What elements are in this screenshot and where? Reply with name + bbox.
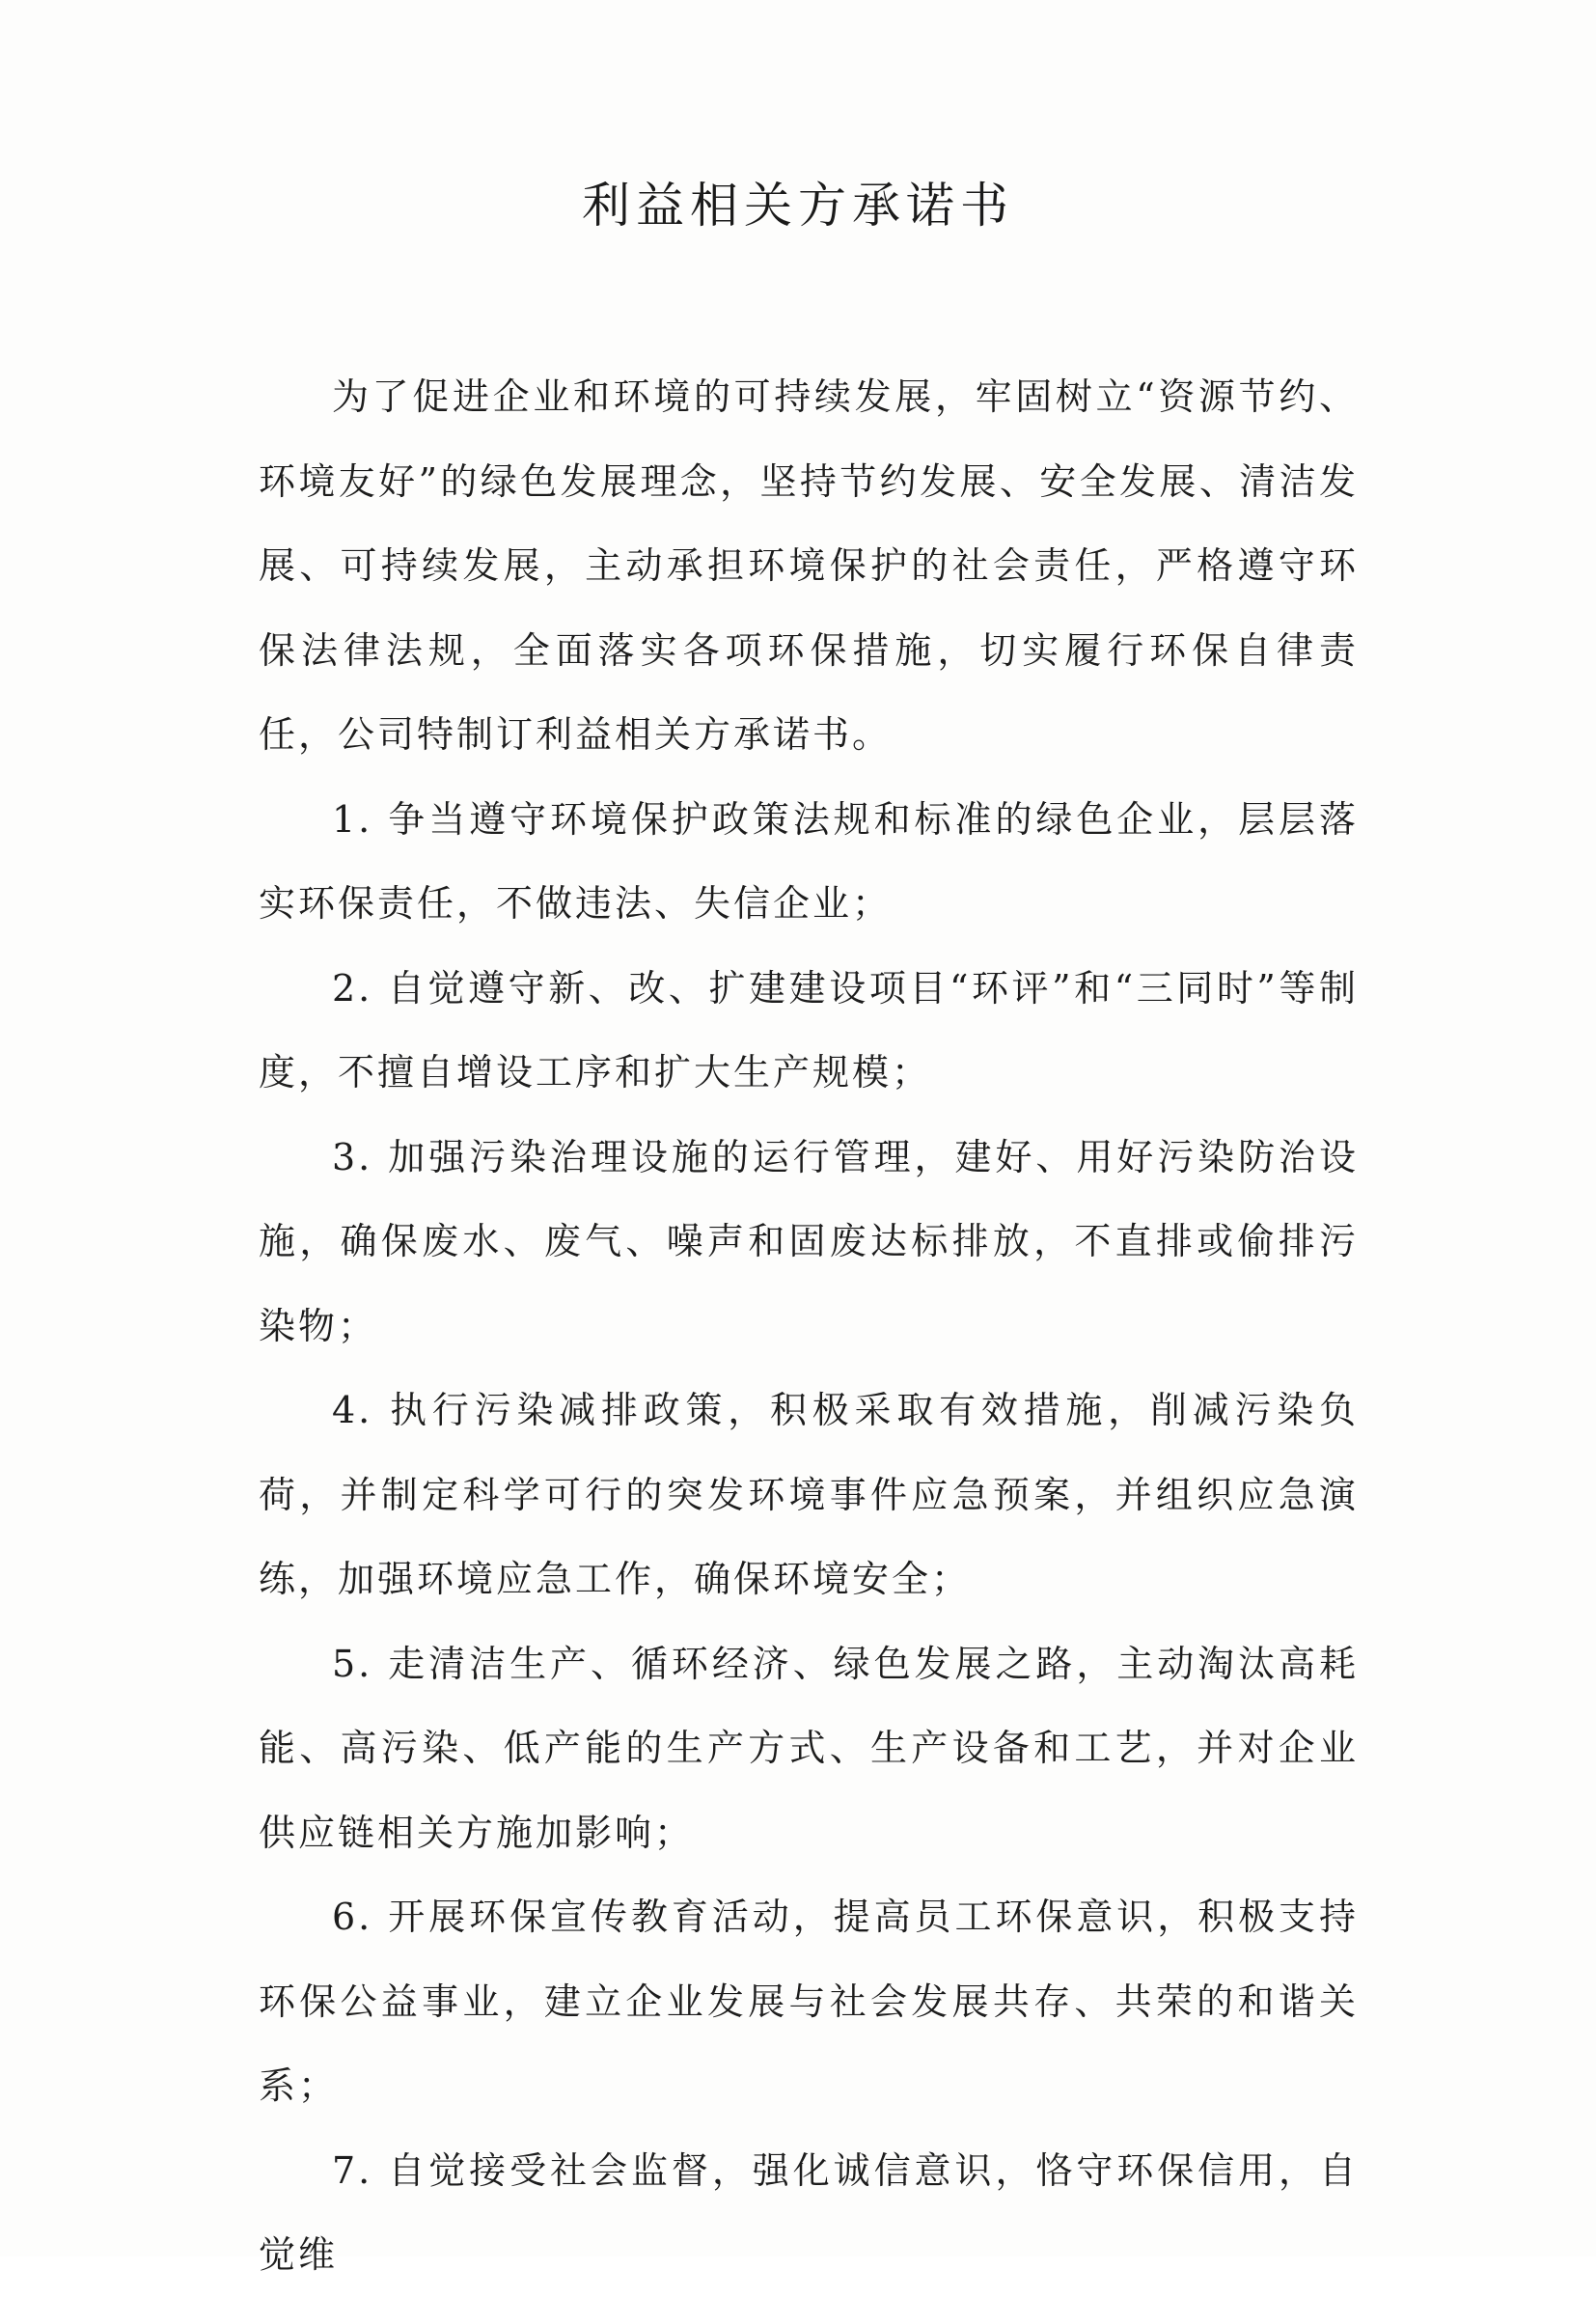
commitment-item-6: 6. 开展环保宣传教育活动，提高员工环保意识，积极支持环保公益事业，建立企业发展与社会发展共存、共荣的和谐关系；: [259, 1896, 1359, 2107]
commitment-item-5: 5. 走清洁生产、循环经济、绿色发展之路，主动淘汰高耗能、高污染、低产能的生产方式、生产设备和工艺，并对企业供应链相关方施加影响；: [259, 1642, 1359, 1854]
commitment-item-4: 4. 执行污染减排政策，积极采取有效措施，削减污染负荷，并制定科学可行的突发环境事件应急预案，并组织应急演练，加强环境应急工作，确保环境安全；: [259, 1389, 1359, 1600]
commitment-item-2: 2. 自觉遵守新、改、扩建建设项目“环评”和“三同时”等制度，不擅自增设工序和扩大生产规模；: [259, 966, 1359, 1094]
commitment-item-1: 1. 争当遵守环境保护政策法规和标准的绿色企业，层层落实环保责任，不做违法、失信企业；: [259, 797, 1359, 925]
document-title: 利益相关方承诺书: [582, 178, 1014, 234]
commitment-item-3: 3. 加强污染治理设施的运行管理，建好、用好污染防治设施，确保废水、废气、噪声和固废达标排放，不直排或偷排污染物；: [259, 1135, 1359, 1347]
document-body: [259, 355, 1359, 2298]
commitment-item-7: 7. 自觉接受社会监督，强化诚信意识，恪守环保信用，自觉维: [259, 2148, 1359, 2276]
intro-paragraph: 为了促进企业和环境的可持续发展，牢固树立“资源节约、环境友好”的绿色发展理念，坚持节约发展、安全发展、清洁发展、可持续发展，主动承担环境保护的社会责任，严格遵守环保法律法规，全面落实各项环保措施，切实履行环保自律责任，公司特制订利益相关方承诺书。: [259, 375, 1359, 756]
